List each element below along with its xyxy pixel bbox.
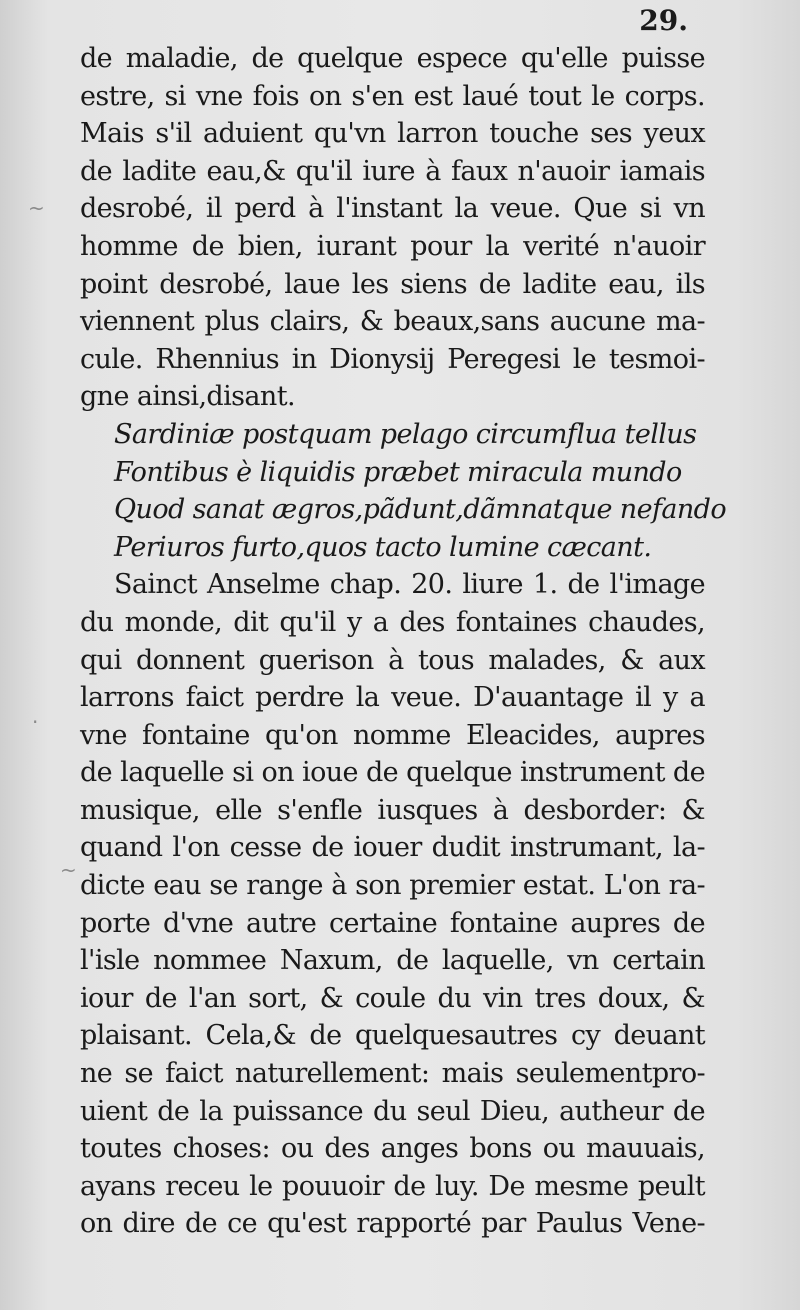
- margin-mark: ~: [28, 196, 45, 220]
- text-line: quand l'on cesse de iouer dudit instrumant, la-: [80, 832, 705, 864]
- text-line: ayans receu le pouuoir de luy. De mesme peult: [80, 1170, 705, 1202]
- text-line: ne se faict naturellement: mais seulementpro-: [80, 1058, 705, 1090]
- text-line: larrons faict perdre la veue. D'auantage il y a: [80, 682, 705, 714]
- text-line: porte d'vne autre certaine fontaine aupres de: [80, 907, 705, 939]
- text-line: desrobé, il perd à l'instant la veue. Que si vn: [80, 193, 705, 225]
- body-text: [80, 40, 726, 1243]
- text-line: de maladie, de quelque espece qu'elle puisse: [80, 43, 705, 74]
- text-line: homme de bien, iurant pour la verité n'auoir: [80, 230, 705, 262]
- text-line: de laquelle si on ioue de quelque instrument de: [80, 757, 705, 789]
- text-line: on dire de ce qu'est rapporté par Paulus Vene-: [80, 1208, 705, 1240]
- text-line: musique, elle s'enfle iusques à desborder: &: [80, 794, 705, 826]
- text-line: l'isle nommee Naxum, de laquelle, vn certain: [80, 945, 705, 977]
- margin-mark: ·: [32, 710, 39, 734]
- text-line: Mais s'il aduient qu'vn larron touche ses yeux: [80, 118, 705, 150]
- margin-mark: ~: [60, 858, 77, 882]
- text-line: uient de la puissance du seul Dieu, autheur de: [80, 1095, 705, 1127]
- text-line: vne fontaine qu'on nomme Eleacides, aupres: [80, 719, 705, 751]
- text-line: estre, si vne fois on s'en est laué tout le corps.: [80, 80, 705, 112]
- text-line: point desrobé, laue les siens de ladite eau, ils: [80, 268, 705, 300]
- verse-line: Quod sanat ægros,pãdunt,dãmnatque nefando: [114, 494, 726, 526]
- page-number: 29.: [639, 4, 688, 37]
- text-line: Sainct Anselme chap. 20. liure 1. de l'image: [114, 569, 705, 601]
- text-line: dicte eau se range à son premier estat. L'on ra-: [80, 870, 705, 902]
- text-line: plaisant. Cela,& de quelquesautres cy deuant: [80, 1020, 705, 1052]
- text-line: toutes choses: ou des anges bons ou mauuais,: [80, 1133, 705, 1165]
- text-line: cule. Rhennius in Dionysij Peregesi le tesmoi-: [80, 343, 705, 375]
- verse-line: Sardiniæ postquam pelago circumflua tellus: [114, 418, 697, 450]
- text-line: viennent plus clairs, & beaux,sans aucune ma-: [80, 306, 705, 338]
- text-line: iour de l'an sort, & coule du vin tres doux, &: [80, 982, 705, 1014]
- verse-line: Periuros furto,quos tacto lumine cæcant.: [114, 531, 652, 563]
- text-line: du monde, dit qu'il y a des fontaines chaudes,: [80, 606, 705, 638]
- text-line: de ladite eau,& qu'il iure à faux n'auoir iamais: [80, 155, 705, 187]
- text-line: gne ainsi,disant.: [80, 381, 295, 413]
- verse-line: Fontibus è liquidis præbet miracula mundo: [114, 456, 682, 488]
- text-line: qui donnent guerison à tous malades, & aux: [80, 644, 705, 676]
